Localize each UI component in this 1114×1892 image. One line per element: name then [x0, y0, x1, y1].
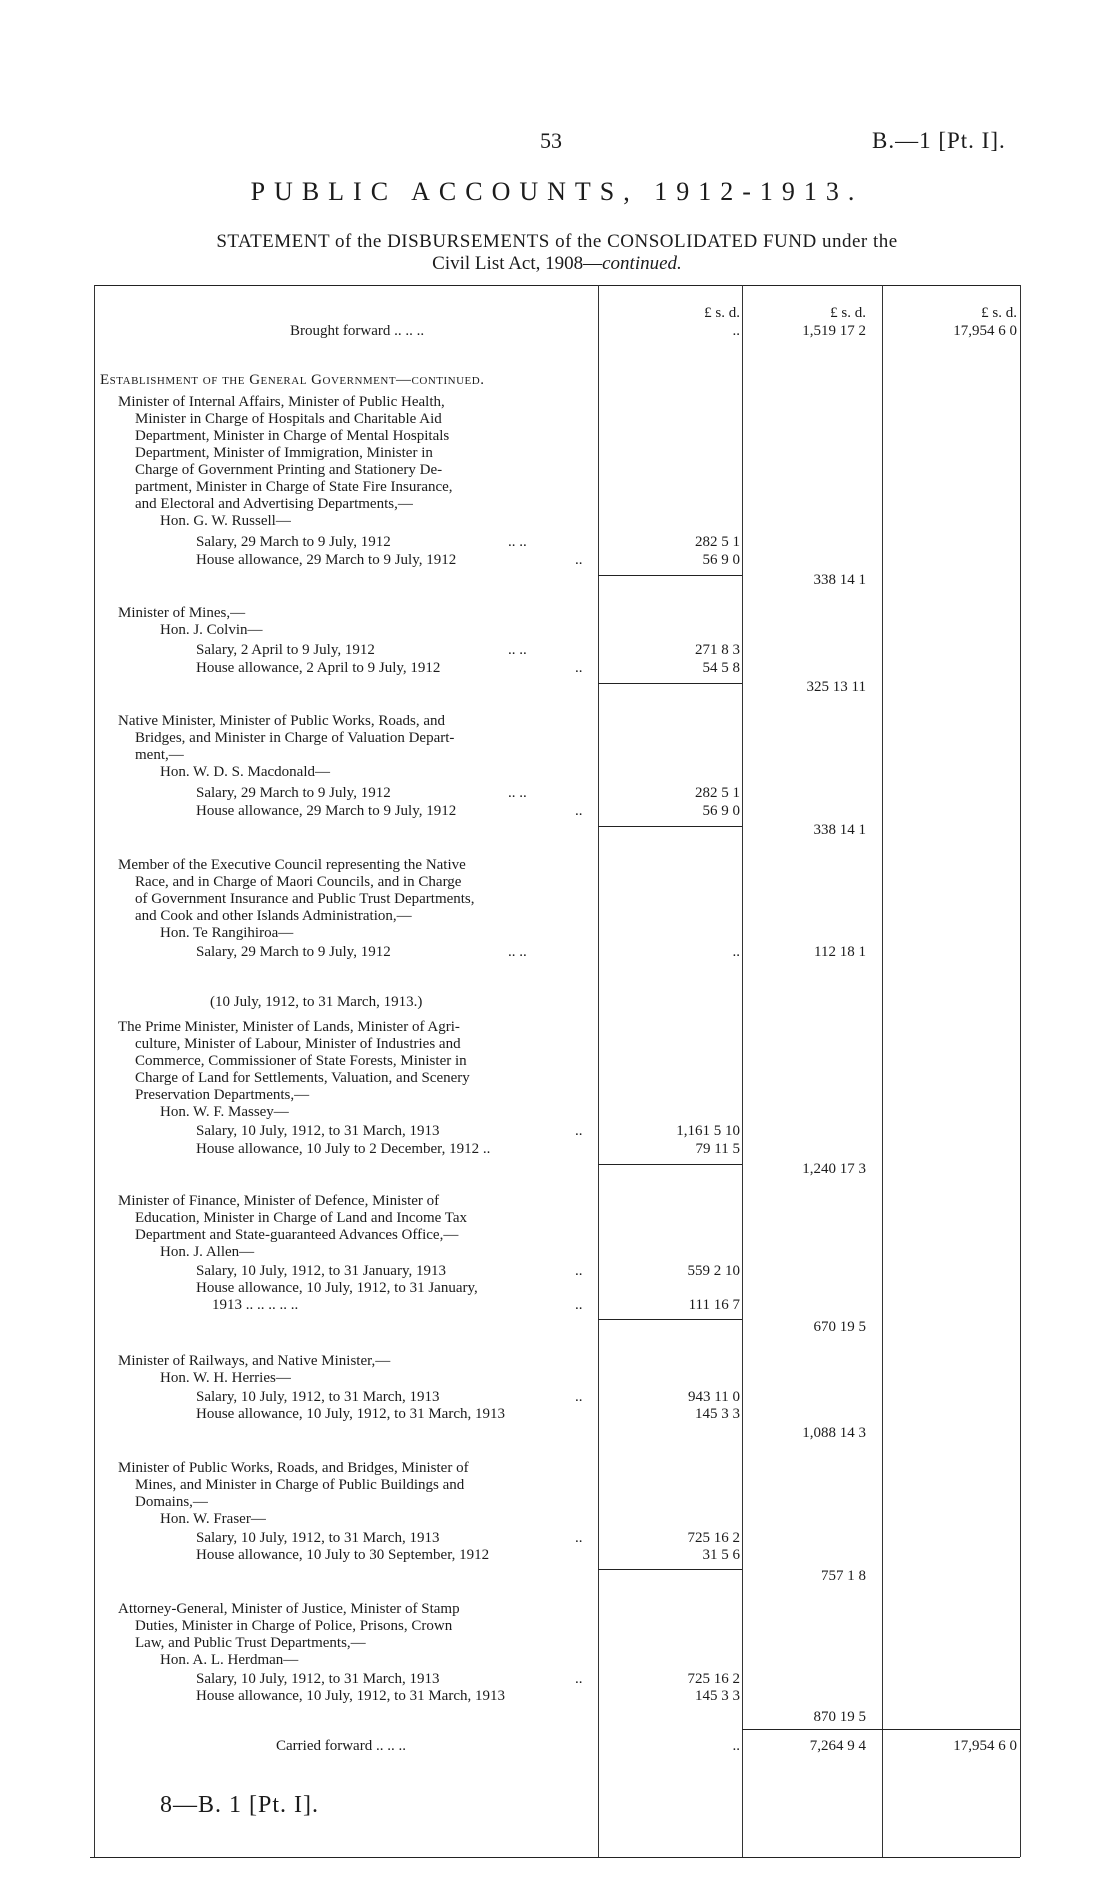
entry-desc-line: partment, Minister in Charge of State Fire Insurance, — [135, 479, 453, 495]
table-right-border — [1020, 285, 1021, 1857]
house-allowance-label: House allowance, 10 July to 30 September, 1912 — [196, 1547, 490, 1563]
col3-head: £ s. d. — [981, 305, 1017, 321]
salary-amount: 559 2 10 — [687, 1263, 740, 1279]
salary-amount: 943 11 0 — [688, 1389, 740, 1405]
entry-desc-line: Education, Minister in Charge of Land and Income Tax — [135, 1210, 468, 1226]
house-allowance-amount: 145 3 3 — [695, 1688, 740, 1704]
leader-dots: .. — [575, 1263, 583, 1279]
house-allowance-amount: 145 3 3 — [695, 1406, 740, 1422]
minister-name: Hon. J. Allen— — [160, 1244, 255, 1260]
brought-forward-label: Brought forward .. .. .. — [290, 323, 425, 339]
leader-dots: .. — [575, 1671, 583, 1687]
page-title: PUBLIC ACCOUNTS, 1912-1913. — [250, 177, 864, 206]
leader-dots: .. .. — [508, 944, 527, 960]
leader-dots: .. — [575, 1389, 583, 1405]
minister-name: Hon. W. F. Massey— — [160, 1104, 289, 1120]
entry-desc-line: Minister of Finance, Minister of Defence, Minister of — [118, 1193, 440, 1209]
house-allowance-amount: 56 9 0 — [702, 803, 740, 819]
salary-amount: 282 5 1 — [695, 785, 740, 801]
house-allowance-label-cont: 1913 .. .. .. .. .. — [212, 1297, 299, 1313]
entry-desc-line: Department, Minister in Charge of Mental Hospitals — [135, 428, 450, 444]
entry-desc-line: Minister of Public Works, Roads, and Bridges, Minister of — [118, 1460, 469, 1476]
salary-label: Salary, 10 July, 1912, to 31 March, 1913 — [196, 1671, 440, 1687]
section-heading: Establishment of the General Government—continued. — [100, 372, 485, 388]
entry-desc-line: Native Minister, Minister of Public Works, Roads, and — [118, 713, 446, 729]
leader-dots: .. .. — [508, 785, 527, 801]
salary-label: Salary, 10 July, 1912, to 31 March, 1913 — [196, 1123, 440, 1139]
subtitle-plain: Civil List Act, 1908— — [432, 253, 603, 274]
leader-dots: .. — [575, 803, 583, 819]
entry-desc-line: Department and State-guaranteed Advances Office,— — [135, 1227, 459, 1243]
leader-dots: .. — [575, 1530, 583, 1546]
entry-desc-line: Mines, and Minister in Charge of Public Buildings and — [135, 1477, 465, 1493]
table-left-border — [94, 285, 95, 1857]
entry-desc-line: Minister of Mines,— — [118, 605, 246, 621]
house-allowance-amount: 79 11 5 — [695, 1141, 740, 1157]
salary-label: Salary, 2 April to 9 July, 1912 — [196, 642, 375, 658]
carried-forward-col2: 7,264 9 4 — [809, 1738, 866, 1754]
table-bottom-rule — [90, 1857, 1020, 1858]
salary-amount: 1,161 5 10 — [676, 1123, 740, 1139]
entry-desc-line: Minister of Internal Affairs, Minister of Public Health, — [118, 394, 445, 410]
minister-name: Hon. Te Rangihiroa— — [160, 925, 294, 941]
subtotal-rule — [598, 575, 742, 576]
minister-name: Hon. A. L. Herdman— — [160, 1652, 299, 1668]
subtotal-rule — [598, 1569, 742, 1570]
subtotal-rule — [598, 683, 742, 684]
salary-label: Salary, 10 July, 1912, to 31 January, 1913 — [196, 1263, 446, 1279]
carried-forward-col1: .. — [732, 1738, 740, 1754]
page-number: 53 — [540, 128, 562, 153]
entry-desc-line: Race, and in Charge of Maori Councils, and in Charge — [135, 874, 462, 890]
salary-label: Salary, 10 July, 1912, to 31 March, 1913 — [196, 1389, 440, 1405]
entry-desc-line: and Cook and other Islands Administration,— — [135, 908, 412, 924]
col2-left-divider — [742, 285, 743, 1857]
house-allowance-label: House allowance, 10 July, 1912, to 31 January, — [196, 1280, 478, 1296]
house-allowance-label: House allowance, 29 March to 9 July, 1912 — [196, 803, 457, 819]
house-allowance-amount: 54 5 8 — [702, 660, 740, 676]
entry-total: 1,088 14 3 — [802, 1425, 866, 1441]
brought-forward-col2: 1,519 17 2 — [802, 323, 866, 339]
entry-desc-line: Preservation Departments,— — [135, 1087, 310, 1103]
entry-desc-line: ment,— — [135, 747, 184, 763]
entry-total: 1,240 17 3 — [802, 1161, 866, 1177]
leader-dots: .. — [575, 1123, 583, 1139]
leader-dots: .. — [575, 1297, 583, 1313]
col2-head: £ s. d. — [830, 305, 866, 321]
col1-head: £ s. d. — [704, 305, 740, 321]
minister-name: Hon. W. Fraser— — [160, 1511, 266, 1527]
statement-subtitle-line2 — [0, 253, 1114, 275]
entry-desc-line: Bridges, and Minister in Charge of Valuation Depart- — [135, 730, 455, 746]
minister-name: Hon. J. Colvin— — [160, 622, 263, 638]
house-allowance-label: House allowance, 10 July, 1912, to 31 March, 1913 — [196, 1406, 505, 1422]
entry-total: 325 13 11 — [806, 679, 866, 695]
entry-total: 112 18 1 — [814, 944, 866, 960]
entry-desc-line: Law, and Public Trust Departments,— — [135, 1635, 366, 1651]
entry-desc-line: of Government Insurance and Public Trust Departments, — [135, 891, 475, 907]
house-allowance-label: House allowance, 29 March to 9 July, 1912 — [196, 552, 457, 568]
entry-total: 338 14 1 — [813, 572, 866, 588]
entry-desc-line: Commerce, Commissioner of State Forests, Minister in — [135, 1053, 467, 1069]
leader-dots: .. .. — [508, 534, 527, 550]
entry-desc-line: Duties, Minister in Charge of Police, Prisons, Crown — [135, 1618, 453, 1634]
subtotal-rule — [598, 1319, 742, 1320]
entry-total: 757 1 8 — [821, 1568, 866, 1584]
col3-left-divider — [882, 285, 883, 1857]
salary-label: Salary, 29 March to 9 July, 1912 — [196, 534, 391, 550]
entry-total: 338 14 1 — [813, 822, 866, 838]
subtotal-rule — [598, 1164, 742, 1165]
minister-name: Hon. W. H. Herries— — [160, 1370, 291, 1386]
entry-desc-line: Attorney-General, Minister of Justice, Minister of Stamp — [118, 1601, 460, 1617]
period-heading: (10 July, 1912, to 31 March, 1913.) — [210, 994, 423, 1010]
carried-forward-label: Carried forward .. .. .. — [276, 1738, 406, 1754]
entry-desc-line: Minister in Charge of Hospitals and Charitable Aid — [135, 411, 442, 427]
house-allowance-amount: 56 9 0 — [702, 552, 740, 568]
leader-dots: .. — [575, 552, 583, 568]
entry-total: 670 19 5 — [813, 1319, 866, 1335]
leader-dots: .. — [575, 660, 583, 676]
house-allowance-label: House allowance, 10 July, 1912, to 31 March, 1913 — [196, 1688, 505, 1704]
col1-left-divider — [598, 285, 599, 1857]
leader-dots: .. .. — [508, 642, 527, 658]
subtitle-italic: continued. — [602, 253, 682, 274]
house-allowance-label: House allowance, 10 July to 2 December, 1912 .. — [196, 1141, 491, 1157]
entry-desc-line: culture, Minister of Labour, Minister of Industries and — [135, 1036, 461, 1052]
salary-amount: 271 8 3 — [695, 642, 740, 658]
entry-total: 870 19 5 — [813, 1709, 866, 1725]
entry-desc-line: Minister of Railways, and Native Minister,— — [118, 1353, 391, 1369]
salary-label: Salary, 29 March to 9 July, 1912 — [196, 785, 391, 801]
entry-desc-line: Member of the Executive Council representing the Native — [118, 857, 466, 873]
brought-forward-col3: 17,954 6 0 — [953, 323, 1017, 339]
minister-name: Hon. G. W. Russell— — [160, 513, 291, 529]
house-allowance-amount: 31 5 6 — [702, 1547, 740, 1563]
entry-desc-line: The Prime Minister, Minister of Lands, Minister of Agri- — [118, 1019, 460, 1035]
salary-amount: 282 5 1 — [695, 534, 740, 550]
carried-forward-col3: 17,954 6 0 — [953, 1738, 1017, 1754]
entry-desc-line: Domains,— — [135, 1494, 208, 1510]
entry-desc-line: and Electoral and Advertising Departments,— — [135, 496, 413, 512]
brought-forward-col1: .. — [732, 323, 740, 339]
salary-label: Salary, 10 July, 1912, to 31 March, 1913 — [196, 1530, 440, 1546]
entry-desc-line: Charge of Government Printing and Stationery De- — [135, 462, 443, 478]
salary-amount: 725 16 2 — [687, 1530, 740, 1546]
salary-amount: 725 16 2 — [687, 1671, 740, 1687]
salary-amount: .. — [732, 944, 740, 960]
statement-subtitle-line1: STATEMENT of the DISBURSEMENTS of the CONSOLIDATED FUND under the — [216, 231, 898, 252]
carried-forward-rule — [742, 1729, 1020, 1730]
footer-signature: 8—B. 1 [Pt. I]. — [160, 1792, 319, 1818]
subtotal-rule — [598, 826, 742, 827]
entry-desc-line: Charge of Land for Settlements, Valuation, and Scenery — [135, 1070, 470, 1086]
house-allowance-label: House allowance, 2 April to 9 July, 1912 — [196, 660, 441, 676]
salary-label: Salary, 29 March to 9 July, 1912 — [196, 944, 391, 960]
entry-desc-line: Department, Minister of Immigration, Minister in — [135, 445, 433, 461]
house-allowance-amount: 111 16 7 — [688, 1297, 740, 1313]
minister-name: Hon. W. D. S. Macdonald— — [160, 764, 330, 780]
report-reference: B.—1 [Pt. I]. — [872, 128, 1006, 153]
